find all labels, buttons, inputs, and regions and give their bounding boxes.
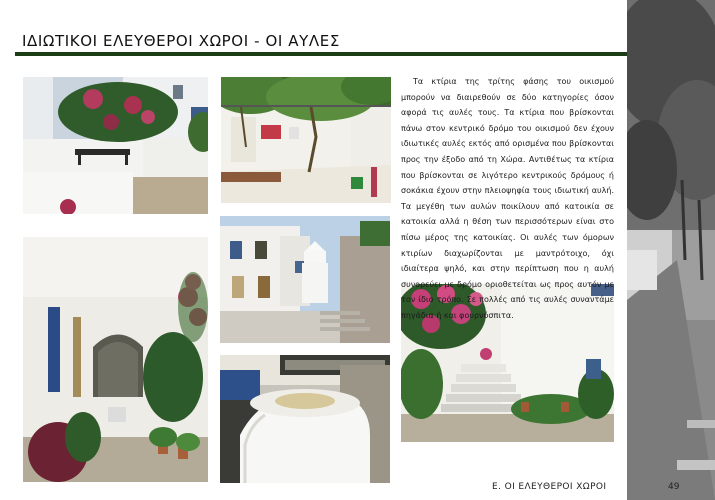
title-rule xyxy=(15,52,627,56)
body-paragraph: Τα κτίρια της τρίτης φάσης του οικισμού μπορούν να διαιρεθούν σε δύο κατηγορίες όσον αφορά τις αυλές τους. Τα κτίρια που βρίσκονται πάνω στον κεντρικό δρόμο του οικισμού δεν έχουν ιδιωτικές αυλές εκτός από ορισμένα που βρίσκονται προς την έξοδο από τη Χώρα. Αντιθέτως τα κτίρια που βρίσκονται σε λιγότερο κεντρικούς δρόμους ή σοκάκια έχουν στην πλειοψηφία τους ιδιωτική αυλή. Τα μεγέθη των αυλών ποικίλουν από κατοικία σε κατοικία αλλά η θέση των περισσότερων είναι στο πίσω μέρος της κατοικίας. Οι αυλές των όμορων κτιρίων διαχωρίζονται με μαντρότοιχο, όχι ιδιαίτερα ψηλό, και στην περίπτωση που η αυλή συνορεύει με δρόμο οριοθετείται ως προς αυτόν με τον ίδιο τρόπο. Σε πολλές από τις αυλές συναντάμε πηγάδια ή και φουρνόσπιτα. xyxy=(401,77,614,320)
photo-courtyard-flowers xyxy=(23,237,208,482)
photo-street-bw xyxy=(627,0,715,500)
page-title: ΙΔΙΩΤΙΚΟΙ ΕΛΕΥΘΕΡΟΙ ΧΩΡΟΙ - ΟΙ ΑΥΛΕΣ xyxy=(22,32,340,50)
photo-house-dome-oven xyxy=(220,216,390,343)
photo-pergola-courtyard xyxy=(221,77,391,203)
photo-terrace-bougainvillea xyxy=(23,77,208,214)
page-number: 49 xyxy=(668,482,680,492)
footer-section-label: Ε. ΟΙ ΕΛΕΥΘΕΡΟΙ ΧΩΡΟΙ xyxy=(492,482,607,492)
photo-well xyxy=(220,355,390,483)
